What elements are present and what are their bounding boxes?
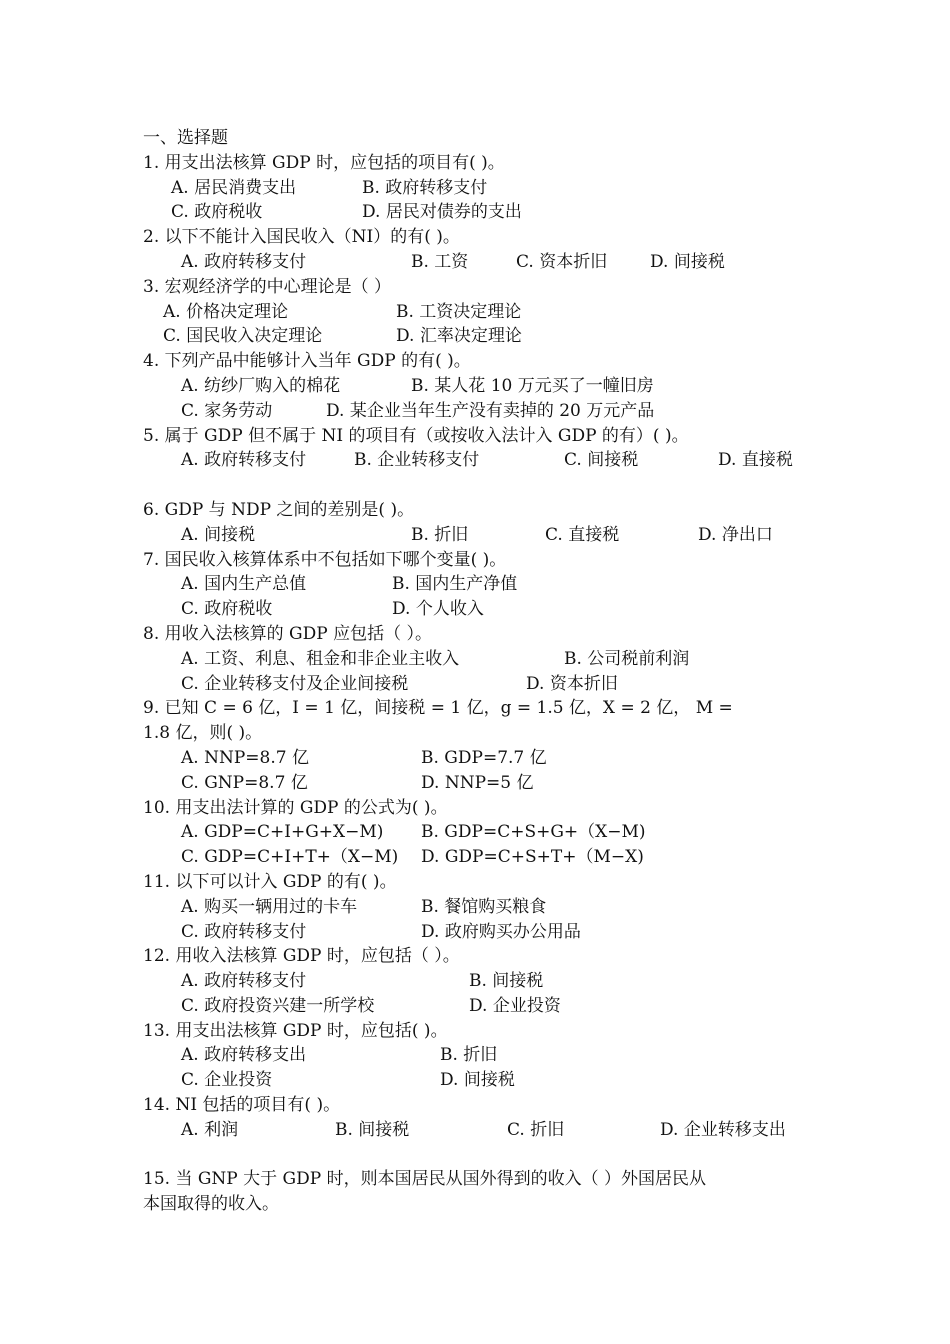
- question-8-option-b: B. 公司税前利润: [564, 648, 690, 669]
- question-3-option-b: B. 工资决定理论: [396, 301, 522, 322]
- question-1-options-row-1: [143, 176, 808, 201]
- question-1-options-row-2: [143, 200, 808, 225]
- question-9-options-row-1: [143, 746, 808, 771]
- question-10-option-a: A. GDP=C+I+G+X−M): [181, 822, 384, 843]
- question-8-options-row-1: [143, 647, 808, 672]
- question-4-option-a: A. 纺纱厂购入的棉花: [181, 375, 341, 396]
- question-9-stem-line-2: 1.8 亿，则( )。: [143, 723, 263, 744]
- question-4-options-row-2: [143, 399, 808, 424]
- question-6-stem: 6. GDP 与 NDP 之间的差别是( )。: [143, 499, 415, 520]
- question-8-stem: 8. 用收入法核算的 GDP 应包括（ ）。: [143, 623, 432, 644]
- question-12-option-c: C. 政府投资兴建一所学校: [181, 995, 375, 1016]
- question-5-option-b: B. 企业转移支付: [354, 450, 480, 471]
- question-7-stem: 7. 国民收入核算体系中不包括如下哪个变量( )。: [143, 549, 507, 570]
- question-13-options-row-2: [143, 1068, 808, 1093]
- question-13-option-b: B. 折旧: [440, 1045, 498, 1066]
- blank-line: [143, 1143, 808, 1168]
- blank-line: [143, 473, 808, 498]
- question-11-stem: 11. 以下可以计入 GDP 的有( )。: [143, 871, 397, 892]
- question-13-stem: 13. 用支出法核算 GDP 时，应包括( )。: [143, 1020, 448, 1041]
- question-14-option-d: D. 企业转移支出: [660, 1119, 786, 1140]
- question-5-option-c: C. 间接税: [564, 450, 639, 471]
- question-2-options-row: [143, 250, 808, 275]
- question-3-option-d: D. 汇率决定理论: [396, 326, 522, 347]
- question-4-options-row-1: [143, 374, 808, 399]
- question-15-stem-line-2: 本国取得的收入。: [143, 1194, 279, 1215]
- question-4-option-c: C. 家务劳动: [181, 400, 273, 421]
- question-2-option-b: B. 工资: [411, 251, 469, 272]
- exam-content: [143, 126, 808, 1217]
- question-4-stem: 4. 下列产品中能够计入当年 GDP 的有( )。: [143, 351, 471, 372]
- question-10-option-d: D. GDP=C+S+T+（M−X): [421, 847, 644, 868]
- question-7-option-b: B. 国内生产净值: [392, 574, 518, 595]
- question-6-option-d: D. 净出口: [698, 524, 773, 545]
- question-15-stem-line-1: 15. 当 GNP 大于 GDP 时，则本国居民从国外得到的收入（ ）外国居民从: [143, 1169, 706, 1190]
- question-14-option-c: C. 折旧: [507, 1119, 565, 1140]
- question-9-option-b: B. GDP=7.7 亿: [421, 747, 547, 768]
- question-8-option-c: C. 企业转移支付及企业间接税: [181, 673, 409, 694]
- question-7-options-row-1: [143, 572, 808, 597]
- question-1-option-b: B. 政府转移支付: [362, 177, 488, 198]
- question-11-option-c: C. 政府转移支付: [181, 921, 307, 942]
- question-6-option-a: A. 间接税: [181, 524, 256, 545]
- question-2-option-a: A. 政府转移支付: [181, 251, 307, 272]
- question-12-option-b: B. 间接税: [469, 971, 544, 992]
- question-12-options-row-1: [143, 969, 808, 994]
- question-6-option-c: C. 直接税: [545, 524, 620, 545]
- question-11-option-d: D. 政府购买办公用品: [421, 921, 581, 942]
- question-5-options-row: [143, 448, 808, 473]
- question-11-option-a: A. 购买一辆用过的卡车: [181, 896, 358, 917]
- question-3-option-a: A. 价格决定理论: [163, 301, 289, 322]
- question-5-stem: 5. 属于 GDP 但不属于 NI 的项目有（或按收入法计入 GDP 的有）( )。: [143, 425, 689, 446]
- question-2-option-c: C. 资本折旧: [516, 251, 608, 272]
- question-11-options-row-2: [143, 920, 808, 945]
- question-9-option-a: A. NNP=8.7 亿: [181, 747, 309, 768]
- question-10-option-b: B. GDP=C+S+G+（X−M): [421, 822, 646, 843]
- question-8-option-d: D. 资本折旧: [526, 673, 618, 694]
- question-6-option-b: B. 折旧: [411, 524, 469, 545]
- question-9-option-c: C. GNP=8.7 亿: [181, 772, 308, 793]
- question-9-options-row-2: [143, 771, 808, 796]
- question-12-options-row-2: [143, 994, 808, 1019]
- question-3-option-c: C. 国民收入决定理论: [163, 326, 323, 347]
- question-7-option-a: A. 国内生产总值: [181, 574, 307, 595]
- question-7-options-row-2: [143, 597, 808, 622]
- question-14-option-b: B. 间接税: [335, 1119, 410, 1140]
- question-14-stem: 14. NI 包括的项目有( )。: [143, 1095, 341, 1116]
- question-10-options-row-1: [143, 820, 808, 845]
- question-13-option-c: C. 企业投资: [181, 1070, 273, 1091]
- question-13-option-a: A. 政府转移支出: [181, 1045, 307, 1066]
- question-12-option-a: A. 政府转移支付: [181, 971, 307, 992]
- question-12-stem: 12. 用收入法核算 GDP 时，应包括（ ）。: [143, 946, 460, 967]
- question-13-options-row-1: [143, 1043, 808, 1068]
- question-12-option-d: D. 企业投资: [469, 995, 561, 1016]
- question-6-options-row: [143, 523, 808, 548]
- question-1-option-a: A. 居民消费支出: [171, 177, 297, 198]
- question-5-option-d: D. 直接税: [718, 450, 793, 471]
- question-11-options-row-1: [143, 895, 808, 920]
- question-3-stem: 3. 宏观经济学的中心理论是（ ）: [143, 276, 392, 297]
- question-9-stem-line-1: 9. 已知 C = 6 亿，I = 1 亿，间接税 = 1 亿，g = 1.5 亿，X = 2 亿， M =: [143, 698, 733, 719]
- question-9-option-d: D. NNP=5 亿: [421, 772, 534, 793]
- question-4-option-b: B. 某人花 10 万元买了一幢旧房: [411, 375, 654, 396]
- question-8-options-row-2: [143, 672, 808, 697]
- question-7-option-c: C. 政府税收: [181, 599, 273, 620]
- question-10-option-c: C. GDP=C+I+T+（X−M): [181, 847, 399, 868]
- question-14-options-row: [143, 1118, 808, 1143]
- question-14-option-a: A. 利润: [181, 1119, 239, 1140]
- question-8-option-a: A. 工资、利息、租金和非企业主收入: [181, 648, 460, 669]
- question-3-options-row-1: [143, 300, 808, 325]
- question-11-option-b: B. 餐馆购买粮食: [421, 896, 547, 917]
- question-1-option-d: D. 居民对债券的支出: [362, 202, 522, 223]
- question-7-option-d: D. 个人收入: [392, 599, 484, 620]
- question-1-stem: 1. 用支出法核算 GDP 时，应包括的项目有( )。: [143, 152, 505, 173]
- question-1-option-c: C. 政府税收: [171, 202, 263, 223]
- question-4-option-d: D. 某企业当年生产没有卖掉的 20 万元产品: [326, 400, 655, 421]
- question-5-option-a: A. 政府转移支付: [181, 450, 307, 471]
- question-13-option-d: D. 间接税: [440, 1070, 515, 1091]
- question-10-options-row-2: [143, 845, 808, 870]
- question-3-options-row-2: [143, 324, 808, 349]
- question-10-stem: 10. 用支出法计算的 GDP 的公式为( )。: [143, 797, 448, 818]
- question-2-option-d: D. 间接税: [650, 251, 725, 272]
- section-title: 一、选择题: [143, 128, 228, 148]
- question-2-stem: 2. 以下不能计入国民收入（NI）的有( )。: [143, 227, 460, 248]
